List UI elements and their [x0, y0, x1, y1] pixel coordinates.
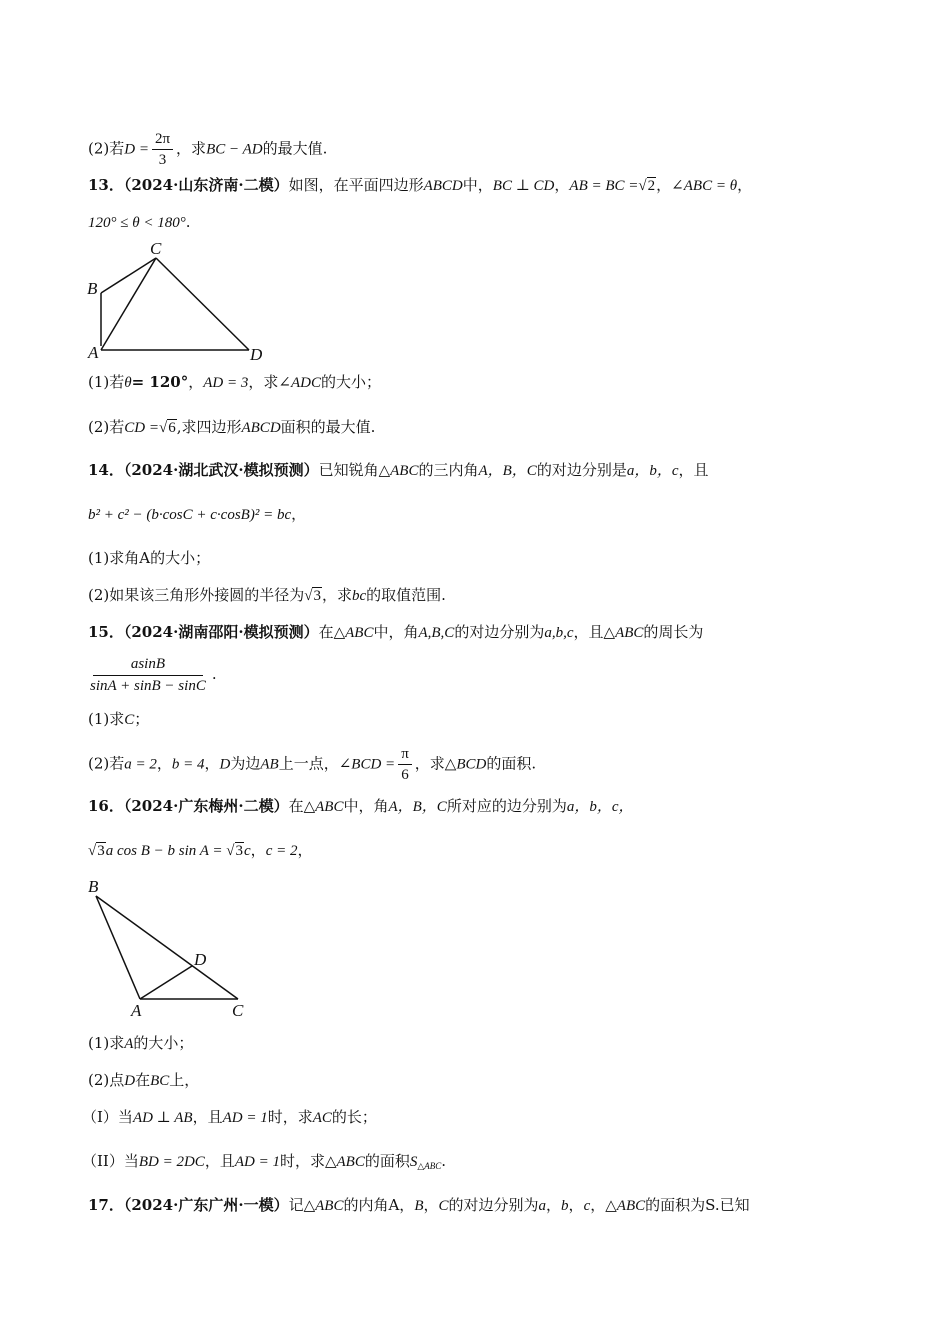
q17-b: B: [414, 1198, 424, 1214]
q13-abcd: ABCD: [423, 178, 463, 194]
q15-p1-label: (1)求: [88, 710, 125, 728]
q16-stem: [88, 796, 634, 817]
q17-side-c: c: [583, 1198, 591, 1214]
fraction-denominator: 6: [401, 767, 409, 783]
q13-period: .: [185, 213, 191, 231]
question-number: 13．: [88, 176, 124, 194]
q13-text1: 如图，在平面四边形: [288, 176, 424, 194]
q16-ii-ad: AD = 1: [234, 1154, 280, 1170]
q16-sqrt3-b: √3: [222, 843, 243, 859]
q13-range-line: [88, 212, 191, 233]
q16-p2-tail: 上，: [169, 1071, 200, 1089]
q15-p2-label: (2)若: [88, 754, 125, 773]
q13-p1-tail: 的大小；: [320, 373, 381, 391]
q14-part1: [88, 548, 210, 568]
q16-p2-label: (2)点: [88, 1071, 125, 1089]
q15-angles: A,B,C: [418, 625, 455, 641]
q15-part1: [88, 709, 149, 730]
q17-text3: 的对边分别为: [448, 1196, 539, 1214]
fraction-numerator: π: [398, 745, 412, 765]
q15-p2-mid2: 为边: [230, 754, 261, 773]
q14-eq-tail: ，: [291, 505, 307, 523]
q12-part2-lhs: D =: [124, 141, 149, 158]
q12-part2-fraction: [152, 130, 173, 169]
q16-eq-c: c: [244, 843, 251, 859]
q13-p1-sep: ，: [188, 373, 204, 391]
q14-stem: [88, 460, 709, 481]
q13-stem: 13．（2024·山东济南·二模）如图，在平面四边形ABCD中，BC ⊥ CD，AB = BC =√2，∠ABC = θ，: [88, 176, 753, 194]
q15-triangle: △ABC: [333, 625, 374, 641]
q16-ii-mid: ，且: [204, 1152, 235, 1170]
radicand: 3: [235, 843, 243, 859]
q13-comma: ，: [554, 176, 570, 194]
q16-ii-tail: .: [441, 1152, 447, 1170]
q16-eq-sep: ，: [250, 841, 266, 859]
q15-text2: 中，角: [373, 623, 419, 641]
q15-p1-c: C: [124, 712, 135, 728]
q17-triangle: △ABC: [303, 1198, 344, 1214]
q12-part2-tail: 的最大值.: [262, 139, 328, 158]
question-number: 17．: [88, 1196, 124, 1214]
q17-side-a: a: [538, 1198, 547, 1214]
fraction-denominator: sinA + sinB − sinC: [90, 678, 206, 694]
question-source: （2024·湖南邵阳·模拟预测）: [123, 623, 319, 641]
q15-p2-tail: 的面积.: [486, 754, 537, 773]
radicand: 3: [313, 588, 321, 604]
q17-text2: 的内角A，: [343, 1196, 415, 1214]
q12-part2: [88, 130, 327, 169]
q15-text1: 在: [318, 623, 334, 641]
q16-i-label: （I）当: [82, 1108, 133, 1126]
q15-p2-ab: AB: [260, 756, 279, 773]
q15-frac-tail: .: [211, 665, 217, 683]
q15-p2-a: a = 2: [124, 756, 157, 773]
q13-label-c: C: [150, 239, 162, 258]
q13-label-d: D: [250, 345, 263, 364]
q16-ii-triangle: △ABC: [324, 1154, 365, 1170]
q14-p1: (1)求角A的大小；: [88, 549, 211, 567]
q17-side-b: b: [561, 1198, 569, 1214]
q17-sep1: ，: [423, 1196, 439, 1214]
q13-edge-ac: [101, 258, 156, 350]
q13-figure: [82, 238, 282, 366]
question-number: 15．: [88, 623, 124, 641]
q16-figure: [82, 876, 262, 1022]
q14-part2: [88, 585, 446, 606]
q15-p2-mid1: ，: [204, 754, 220, 773]
q14-sides: a，b，c: [626, 463, 679, 479]
q12-part2-mid: ，求: [176, 139, 207, 158]
q16-ii-label: （II）当: [82, 1152, 139, 1170]
q13-p1-ad: AD = 3: [203, 375, 249, 391]
q13-part1: [88, 372, 381, 393]
q15-perimeter-fraction: [84, 655, 217, 695]
q14-p2-bc: bc: [352, 588, 367, 604]
q16-label-a: A: [131, 1001, 142, 1020]
q13-p2-abcd: ABCD: [241, 420, 281, 436]
q16-p2-mid: 在: [135, 1071, 151, 1089]
q15-stem: [88, 622, 703, 643]
q13-edge-bc: [101, 258, 156, 293]
q13-p2-sqrt6: √6: [158, 420, 176, 436]
q15-p2-fraction: [398, 745, 412, 784]
q16-label-c: C: [232, 1001, 244, 1020]
fraction-denominator: 3: [158, 152, 167, 168]
q14-p2-label: (2)如果该三角形外接圆的半径为: [88, 586, 305, 604]
q16-angles: A，B，C: [388, 799, 447, 815]
q13-comma2: ，: [656, 176, 672, 194]
q15-p2-triangle: △BCD: [444, 756, 487, 773]
q16-i-mid2: 时，求: [267, 1108, 313, 1126]
q16-triangle: △ABC: [303, 799, 344, 815]
q13-p1-eq: = 120°: [131, 373, 189, 391]
q16-text3: 所对应的边分别为: [446, 797, 567, 815]
q16-subpart-ii: [82, 1151, 446, 1176]
q16-equation-line: [88, 840, 312, 861]
q17-sep2: ，: [546, 1196, 562, 1214]
q13-text2: 中，: [462, 176, 493, 194]
q16-sqrt3-a: √3: [88, 843, 105, 859]
q14-p2-tail: 的取值范围.: [366, 586, 446, 604]
q15-p2-d: D: [219, 756, 231, 773]
q14-p2-sqrt3: √3: [304, 588, 321, 604]
q14-text1: 已知锐角: [318, 461, 379, 479]
q16-text1: 在: [288, 797, 304, 815]
q13-p2-mid: ,求四边形: [176, 418, 242, 436]
q15-p2-sep: ，: [156, 754, 172, 773]
q16-ii-mid2: 时，求: [279, 1152, 325, 1170]
question-number: 14．: [88, 461, 124, 479]
q13-range: 120° ≤ θ < 180°: [88, 215, 186, 231]
q15-p2-angle: ∠BCD =: [338, 756, 396, 773]
q13-label-b: B: [87, 279, 98, 298]
q16-i-perp: AD ⊥ AB: [132, 1110, 193, 1126]
q13-p1-mid: ，求: [248, 373, 279, 391]
q13-label-a: A: [88, 343, 99, 362]
q16-sides: a，b，c，: [566, 799, 634, 815]
fraction-numerator: 2π: [152, 130, 173, 150]
q12-part2-label: (2)若: [88, 139, 125, 158]
q16-ii-s-subscript: △ABC: [417, 1161, 442, 1171]
q17-text1: 记: [288, 1196, 304, 1214]
q14-angles: A，B，C: [478, 463, 537, 479]
q15-p2-mid3: 上一点，: [278, 754, 339, 773]
radicand: 2: [647, 178, 656, 194]
q15-p2-b: b = 4: [171, 756, 205, 773]
q16-label-d: D: [194, 950, 207, 969]
q17-stem: [88, 1195, 750, 1216]
q16-p1-label: (1)求: [88, 1034, 125, 1052]
q16-p1-tail: 的大小；: [133, 1034, 194, 1052]
question-number: 16．: [88, 797, 124, 815]
q13-p1-label: (1)若: [88, 373, 125, 391]
q14-text2: 的三内角: [418, 461, 479, 479]
q16-label-b: B: [88, 877, 99, 896]
q13-sqrt2: √2: [638, 178, 656, 194]
q16-subpart-i: [82, 1107, 377, 1128]
q15-p1-tail: ；: [134, 710, 150, 728]
q16-ii-s: S: [409, 1154, 418, 1170]
q13-p1-theta: θ: [124, 375, 132, 391]
q13-ab-eq: AB = BC =: [569, 178, 639, 194]
q15-triangle2: △ABC: [603, 625, 644, 641]
q16-i-tail: 的长；: [331, 1108, 377, 1126]
q12-part2-expr: BC − AD: [206, 141, 263, 158]
q13-edge-cd: [156, 258, 249, 350]
q13-p2-cd: CD =: [124, 420, 159, 436]
q16-eq-tail: ，: [297, 841, 313, 859]
q16-p2-bc: BC: [150, 1073, 170, 1089]
q17-triangle2: △ABC: [605, 1198, 646, 1214]
q13-angle: ∠ABC = θ: [671, 178, 738, 194]
q14-p2-mid: ，求: [321, 586, 352, 604]
q14-equation: b² + c² − (b·cosC + c·cosB)² = bc: [88, 507, 292, 523]
q15-text5: 的周长为: [643, 623, 704, 641]
q16-part2: [88, 1070, 199, 1091]
q17-text4: 的面积为S.已知: [645, 1196, 750, 1214]
q16-i-mid: ，且: [192, 1108, 223, 1126]
q16-text2: 中，角: [343, 797, 389, 815]
q13-p2-tail: 面积的最大值.: [280, 418, 376, 436]
question-source: （2024·广东广州·一模）: [123, 1196, 289, 1214]
q15-text4: ，且: [573, 623, 604, 641]
radicand: 6: [168, 420, 176, 436]
q16-ii-mid3: 的面积: [364, 1152, 410, 1170]
question-source: （2024·湖北武汉·模拟预测）: [123, 461, 319, 479]
q15-text3: 的对边分别为: [454, 623, 545, 641]
question-source: （2024·山东济南·二模）: [123, 176, 289, 194]
q16-p1-a: A: [124, 1036, 134, 1052]
q14-triangle: △ABC: [378, 463, 419, 479]
q15-fraction: [87, 655, 209, 695]
q14-equation-line: [88, 504, 306, 525]
q13-p2-label: (2)若: [88, 418, 125, 436]
q16-i-ac: AC: [312, 1110, 332, 1126]
q14-text4: ，且: [678, 461, 709, 479]
q13-p1-angle: ∠ADC: [278, 375, 321, 391]
q13-perp: BC ⊥ CD: [492, 178, 555, 194]
q14-text3: 的对边分别是: [536, 461, 627, 479]
q16-edge-ad: [140, 966, 192, 999]
radicand: 3: [97, 843, 105, 859]
fraction-numerator: asinB: [93, 655, 203, 676]
q16-ii-bd: BD = 2DC: [138, 1154, 205, 1170]
q17-c: C: [438, 1198, 449, 1214]
q15-p2-mid4: ，求: [414, 754, 445, 773]
q16-eq-mid: a cos B − b sin A =: [105, 843, 223, 859]
q17-sep3: ，: [568, 1196, 584, 1214]
q16-p2-d: D: [124, 1073, 136, 1089]
q16-part1: [88, 1033, 193, 1054]
q17-sep4: ，: [590, 1196, 606, 1214]
q15-sides: a,b,c: [544, 625, 574, 641]
q13-part2: [88, 417, 375, 438]
question-source: （2024·广东梅州·二模）: [123, 797, 289, 815]
q16-i-ad: AD = 1: [222, 1110, 268, 1126]
q16-c-value: c = 2: [265, 843, 298, 859]
q15-part2: [88, 745, 536, 784]
